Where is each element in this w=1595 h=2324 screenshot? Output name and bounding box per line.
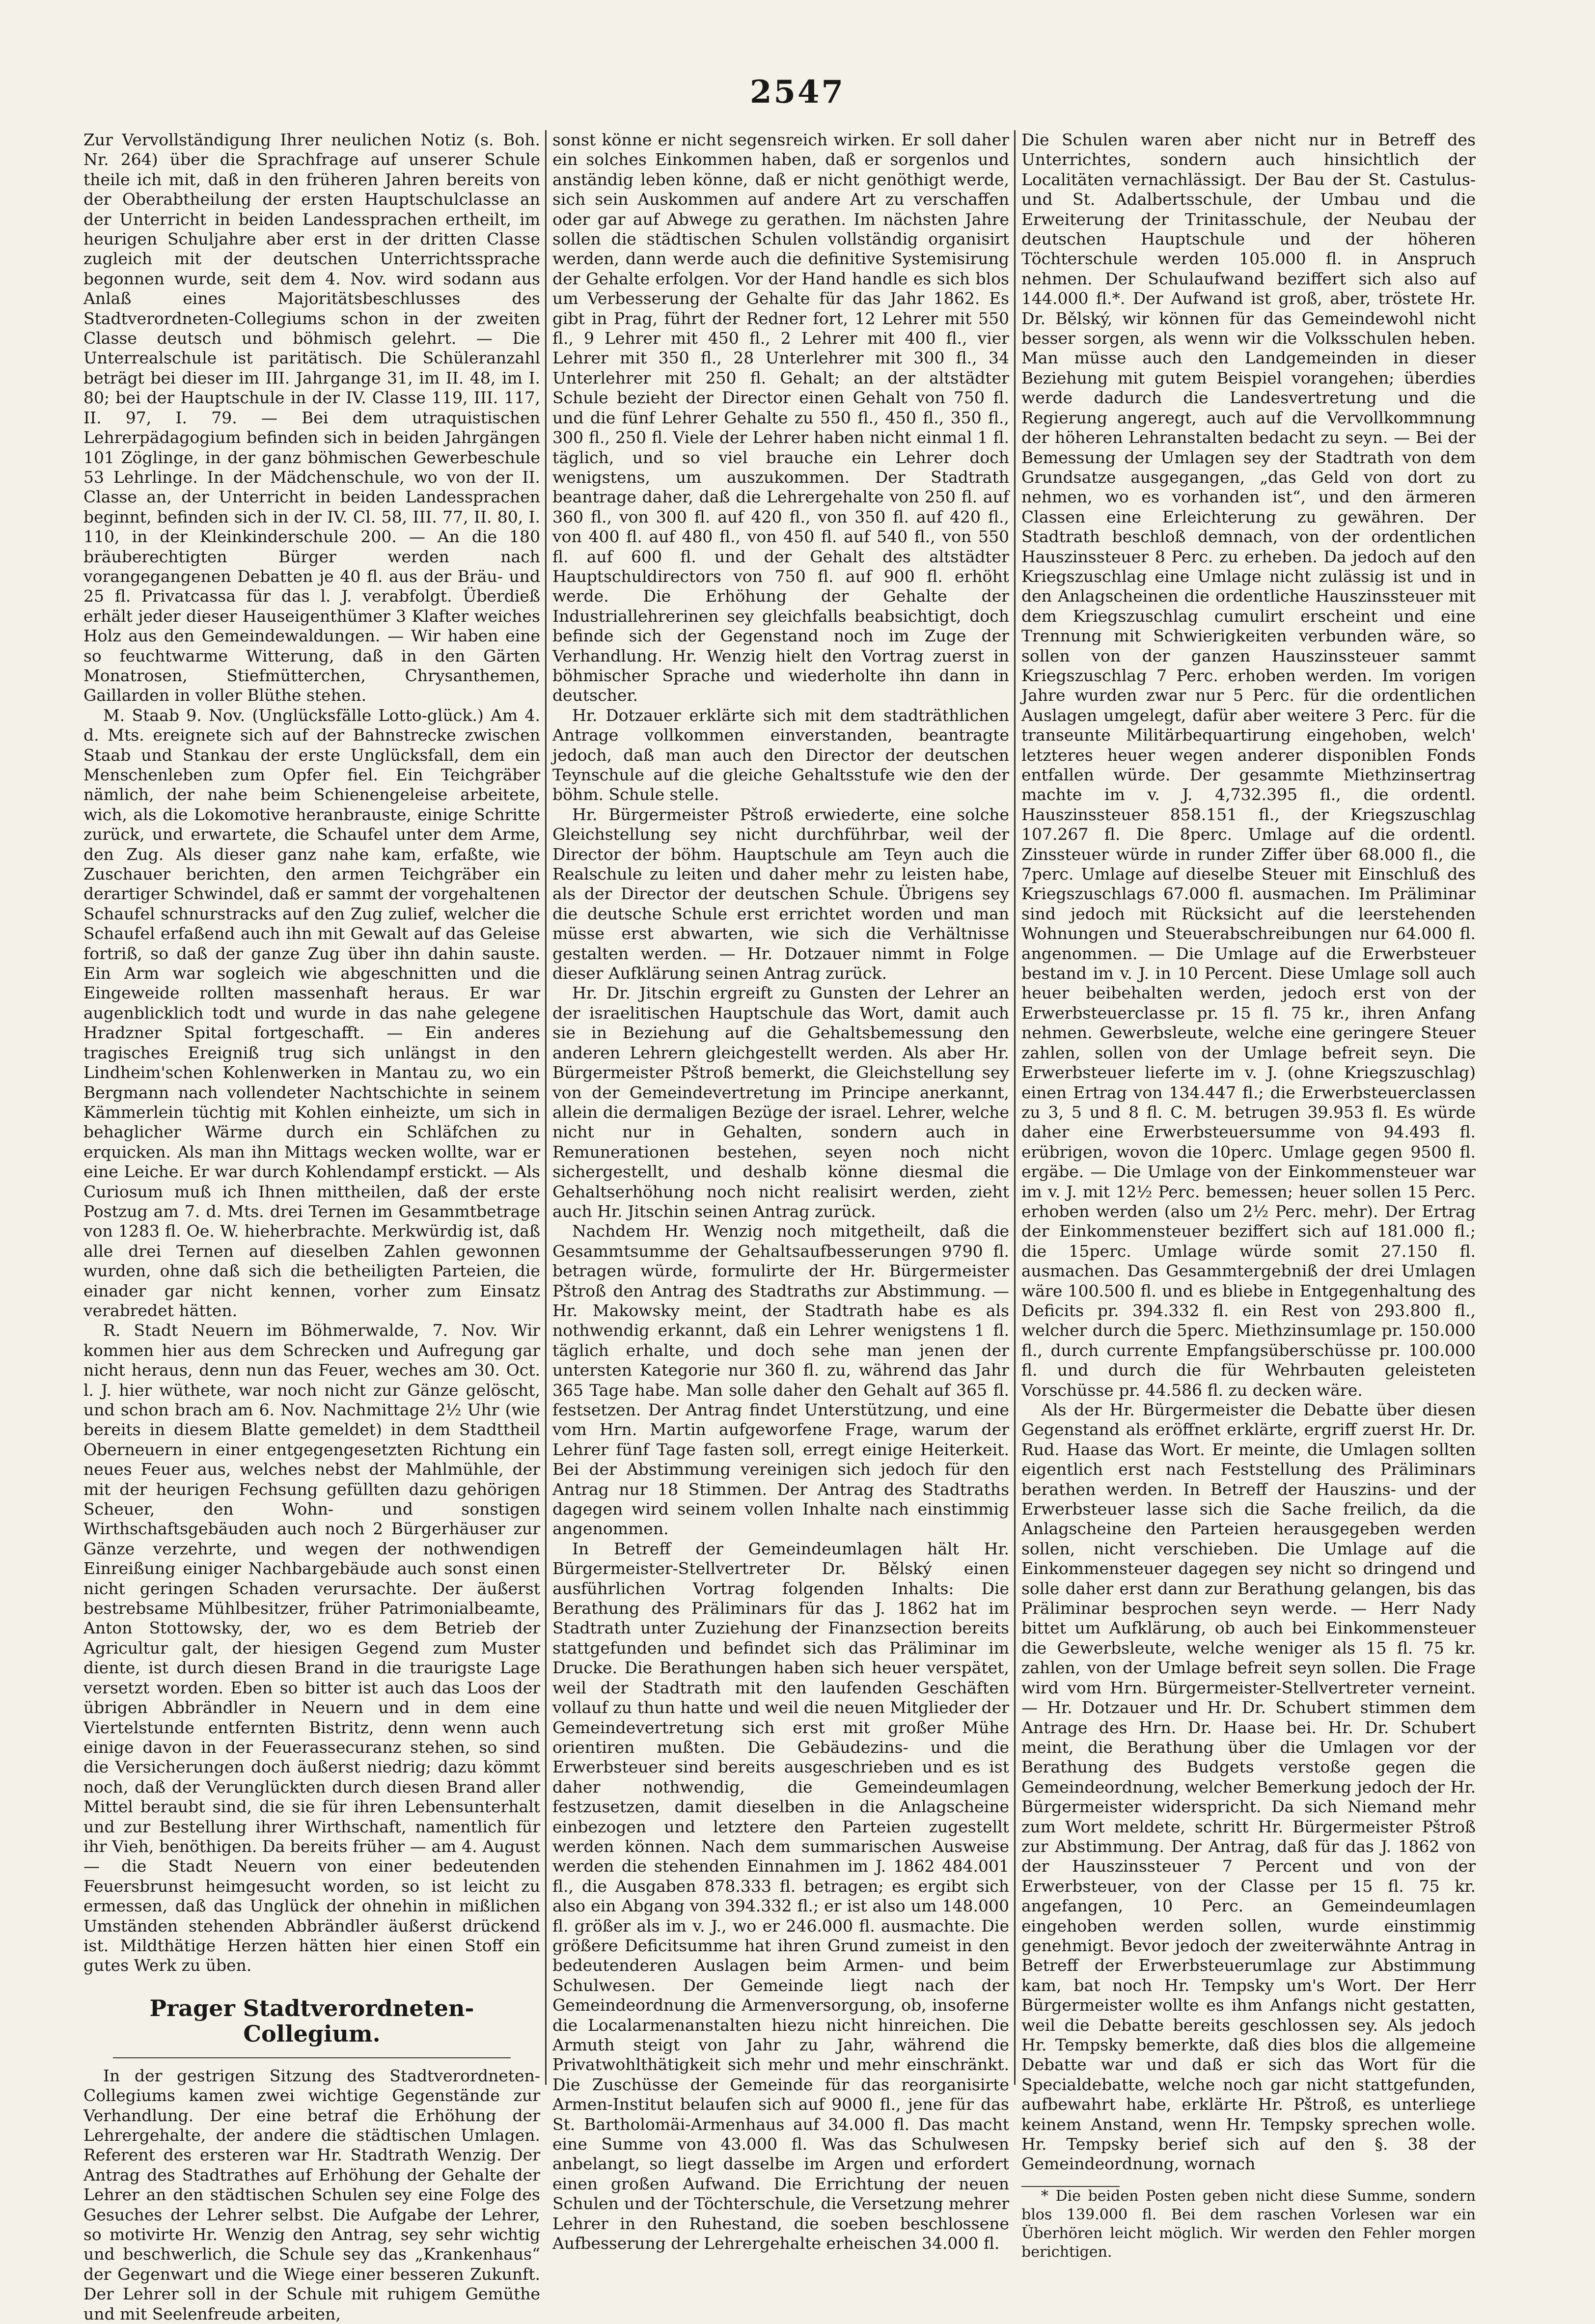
- article-paragraph: Die Schulen waren aber nicht nur in Betreff des Unterrichtes, sondern auch hinsichtlich der Localitäten vernachlässigt. Der Bau der St. Castulus- und St. Adalbertsschule, der Umbau und die Erweiterung der Trinitasschule, der Neubau der deutschen Hauptschule und der höheren Töchterschule werden 105.000 fl. in Anspruch nehmen. Der Schulaufwand beziffert sich also auf 144.000 fl.*. Der Aufwand ist groß, aber, tröstete Hr. Dr. Bělský, wir können für das Gemeindewohl nicht besser sorgen, als wenn wir die Volksschulen heben. Man müsse auch den Landgemeinden in dieser Beziehung mit gutem Beispiel vorangehen; überdies werde dadurch die Landesvertretung und die Regierung angeregt, auch auf die Vervollkommnung der höheren Lehranstalten bedacht zu seyn. — Bei der Bemessung der Umlagen sey der Stadtrath von dem Grundsatze ausgegangen, „das Geld von dort zu nehmen, wo es vorhanden ist“, und den ärmeren Classen eine Erleichterung zu gewähren. Der Stadtrath beschloß demnach, von der ordentlichen Hauszinssteuer 8 Perc. zu erheben. Da jedoch auf den Kriegszuschlag eine Umlage nicht zulässig ist und in den Anlagscheinen die ordentliche Hauszinssteuer mit dem Kriegszuschlag cumulirt erscheint und eine Trennung mit Schwierigkeiten verbunden wäre, so sollen von der ganzen Hauszinssteuer sammt Kriegszuschlag 7 Perc. erhoben werden. Im vorigen Jahre wurden zwar nur 5 Perc. für die ordentlichen Auslagen umgelegt, dafür aber weitere 3 Perc. für die transeunte Militärbequartirung eingehoben, welch' letzteres heuer wegen anderer disponiblen Fonds entfallen würde. Der gesammte Miethzinsertrag machte im v. J. 4,732.395 fl., die ordentl. Hauszinssteuer 858.151 fl., der Kriegszuschlag 107.267 fl. Die 8perc. Umlage auf die ordentl. Zinssteuer würde in runder Ziffer über 68.000 fl., die 7perc. Umlage auf dieselbe Steuer mit Einschluß des Kriegszuschlags 67.000 fl. ausmachen. Im Präliminar sind jedoch mit Rücksicht auf die leerstehenden Wohnungen und Steuerabschreibungen nur 64.000 fl. angenommen. — Die Umlage auf die Erwerbsteuer bestand im v. J. in 10 Percent. Diese Umlage soll auch heuer beibehalten werden, jedoch erst von der Erwerbsteuerclasse pr. 15 fl. 75 kr., ihren Anfang nehmen. Gewerbsleute, welche eine geringere Steuer zahlen, sollen von der Umlage befreit seyn. Die Erwerbsteuer lieferte im v. J. (ohne Kriegszuschlag) einen Ertrag von 134.447 fl.; die Erwerbsteuerclassen zu 3, 5 und 8 fl. C. M. betrugen 39.953 fl. Es würde daher eine Erwerbsteuersumme von 94.493 fl. erübrigen, wovon die 10perc. Umlage gegen 9500 fl. ergäbe. — Die Umlage von der Einkommensteuer war im v. J. mit 12½ Perc. bemessen; heuer sollen 15 Perc. erhoben werden (also um 2½ Perc. mehr). Der Ertrag der Einkommensteuer beziffert sich auf 181.000 fl.; die 15perc. Umlage würde somit 27.150 fl. ausmachen. Das Gesammtergebniß der drei Umlagen wäre 100.500 fl. und es bliebe in Entgegenhaltung des Deficits pr. 394.332 fl. ein Rest von 293.800 fl., welcher durch die 5perc. Miethzinsumlage pr. 150.000 fl., durch currente Empfangsüberschüsse pr. 100.000 fl. und durch die für Wehrbauten geleisteten Vorschüsse pr. 44.586 fl. zu decken wäre.: [1021, 130, 1476, 1400]
- article-paragraph: Hr. Bürgermeister Pštroß erwiederte, eine solche Gleichstellung sey nicht durchführbar, weil der Director der böhm. Hauptschule am Teyn auch die Realschule zu leiten und daher mehr zu leisten habe, als der Director der deutschen Schule. Übrigens sey die deutsche Schule erst errichtet worden und man müsse erst abwarten, wie sich die Verhältnisse gestalten werden. — Hr. Dotzauer nimmt in Folge dieser Aufklärung seinen Antrag zurück.: [552, 804, 1009, 983]
- article-paragraph: R. Stadt Neuern im Böhmerwalde, 7. Nov. Wir kommen hier aus dem Schrecken und Aufregung gar nicht heraus, denn nun das Feuer, weches am 30. Oct. l. J. hier wüthete, war noch nicht zur Gänze gelöscht, und schon brach am 6. Nov. Nachmittage 2½ Uhr (wie bereits in diesem Blatte gemeldet) in dem Stadttheil Oberneuern in einer entgegengesetzten Richtung ein neues Feuer aus, welches nebst der Mahlmühle, der mit der heurigen Fechsung gefüllten dazu gehörigen Scheuer, den Wohn- und sonstigen Wirthschaftsgebäuden auch noch 2 Bürgerhäuser zur Gänze verzehrte, und wegen der nothwendigen Einreißung einiger Nachbargebäude auch sonst einen nicht geringen Schaden verursachte. Der äußerst bestrebsame Mühlbesitzer, früher Patrimonialbeamte, Anton Stottowsky, der, wo es dem Betrieb der Agricultur galt, der hiesigen Gegend zum Muster diente, ist durch diesen Brand in die traurigste Lage versetzt worden. Eben so bitter ist auch das Loos der übrigen Abbrändler in Neuern und in dem eine Viertelstunde entfernten Bistritz, denn wenn auch einige davon in der Feuerassecuranz stehen, so sind die Versicherungen doch äußerst niedrig; dazu kömmt noch, daß der Verunglückten durch diesen Brand aller Mittel beraubt sind, die sie für ihren Lebensunterhalt und zur Bestellung ihrer Wirthschaft, namentlich für ihr Vieh, benöthigen. Da bereits früher — am 4. August — die Stadt Neuern von einer bedeutenden Feuersbrunst heimgesucht worden, so ist leicht zu ermessen, daß das Unglück der ohnehin in mißlichen Umständen stehenden Abbrändler äußerst drückend ist. Mildthätige Herzen hätten hier einen Stoff ein gutes Werk zu üben.: [83, 1321, 540, 1975]
- heading-rule: [113, 2057, 511, 2058]
- column-right: [1021, 130, 1476, 2261]
- article-paragraph: In Betreff der Gemeindeumlagen hält Hr. Bürgermeister-Stellvertreter Dr. Bělský einen ausführlichen Vortrag folgenden Inhalts: Die Berathung des Präliminars für das J. 1862 hat im Stadtrath unter Zuziehung der Finanzsection bereits stattgefunden und befindet sich das Präliminar im Drucke. Die Berathungen haben sich heuer verspätet, weil der Stadtrath mit den laufenden Geschäften vollauf zu thun hatte und weil die neuen Mitglieder der Gemeindevertretung sich erst mit großer Mühe orientiren mußten. Die Gebäudezins- und die Erwerbsteuer sind bereits ausgeschrieben und es ist daher nothwendig, die Gemeindeumlagen festzusetzen, damit dieselben in die Anlagscheine einbezogen und letztere den Parteien zugestellt werden können. Nach dem summarischen Ausweise werden die stehenden Einnahmen im J. 1862 484.001 fl., die Ausgaben 878.333 fl. betragen; es ergibt sich also ein Abgang von 394.332 fl.; er ist also um 148.000 fl. größer als im v. J., wo er 246.000 fl. ausmachte. Die größere Deficitsumme hat ihren Grund zumeist in den bedeutenderen Auslagen beim Armen- und beim Schulwesen. Der Gemeinde liegt nach der Gemeindeordnung die Armenversorgung, ob, insoferne die Localarmenanstalten hiezu nicht hinreichen. Die Armuth steigt von Jahr zu Jahr, während die Privatwohlthätigkeit sich mehr und mehr einschränkt. Die Zuschüsse der Gemeinde für das reorganisirte Armen-Institut belaufen sich auf 9000 fl., jene für das St. Bartholomäi-Armenhaus auf 34.000 fl. Das macht eine Summe von 43.000 fl. Was das Schulwesen anbelangt, so liegt dasselbe im Argen und erfordert einen großen Aufwand. Die Errichtung der neuen Schulen und der Töchterschule, die Versetzung mehrer Lehrer in den Ruhestand, die soeben beschlossene Aufbesserung der Lehrergehalte erheischen 34.000 fl.: [552, 1539, 1009, 2253]
- article-paragraph: sonst könne er nicht segensreich wirken. Er soll daher ein solches Einkommen haben, daß er sorgenlos und anständig leben könne, daß er nicht genöthigt werde, sich sein Auskommen auf andere Art zu verschaffen oder gar auf Abwege zu gerathen. Im nächsten Jahre sollen die städtischen Schulen vollständig organisirt werden, dann werde auch die definitive Systemisirung der Gehalte erfolgen. Vor der Hand handle es sich blos um Verbesserung der Gehalte für das Jahr 1862. Es gibt in Prag, führt der Redner fort, 12 Lehrer mit 550 fl., 9 Lehrer mit 450 fl., 2 Lehrer mit 400 fl., vier Lehrer mit 350 fl., 28 Unterlehrer mit 300 fl., 34 Unterlehrer mit 250 fl. Gehalt; an der altstädter Schule bezieht der Director einen Gehalt von 750 fl. und die fünf Lehrer Gehalte zu 550 fl., 450 fl., 350 fl., 300 fl., 250 fl. Viele der Lehrer haben nicht einmal 1 fl. täglich, und so viel brauche ein Lehrer doch wenigstens, um auszukommen. Der Stadtrath beantrage daher, daß die Lehrergehalte von 250 fl. auf 360 fl., von 300 fl. auf 420 fl., von 350 fl. auf 420 fl., von 400 fl. auf 480 fl., von 450 fl. auf 540 fl., von 550 fl. auf 600 fl. und der Gehalt des altstädter Hauptschuldirectors von 750 fl. auf 900 fl. erhöht werde. Die Erhöhung der Gehalte der Industriallehrerinen sey gleichfalls beabsichtigt, doch befinde sich der Gegenstand noch im Zuge der Verhandlung. Hr. Wenzig hielt den Vortrag zuerst in böhmischer Sprache und wiederholte ihn dann in deutscher.: [552, 130, 1009, 705]
- article-paragraph: M. Staab 9. Nov. (Unglücksfälle Lotto-glück.) Am 4. d. Mts. ereignete sich auf der Bahnstrecke zwischen Staab und Stankau der erste Unglücksfall, dem ein Menschenleben zum Opfer fiel. Ein Teichgräber nämlich, der nahe beim Schienengeleise arbeitete, wich, als die Lokomotive heranbrauste, einige Schritte zurück, und erwartete, die Schaufel unter dem Arme, den Zug. Als dieser ganz nahe kam, erfaßte, wie Zuschauer berichten, den armen Teichgräber ein derartiger Schwindel, daß er sammt der vorgehaltenen Schaufel schnurstracks auf den Zug zulief, welcher die Schaufel erfaßend auch ihn mit Gewalt auf das Geleise fortriß, so daß der ganze Zug über ihn dahin sauste. Ein Arm war sogleich wie abgeschnitten und die Eingeweide rollten massenhaft heraus. Er war augenblicklich todt und wurde in das nahe gelegene Hradzner Spital fortgeschafft. — Ein anderes tragisches Ereigniß trug sich unlängst in den Lindheim'schen Kohlenwerken in Mantau zu, wo ein Bergmann nach vollendeter Nachtschichte in seinem Kämmerlein tüchtig mit Kohlen einheizte, um sich in behaglicher Wärme durch ein Schläfchen zu erquicken. Als man ihn Mittags wecken wollte, war er eine Leiche. Er war durch Kohlendampf erstickt. — Als Curiosum muß ich Ihnen mittheilen, daß der erste Postzug am 7. d. Mts. drei Ternen im Gesammtbetrage von 1283 fl. Oe. W. hieherbrachte. Merkwürdig ist, daß alle drei Ternen auf dieselben Zahlen gewonnen wurden, ohne daß sich die betheiligten Parteien, die einader gar nicht kennen, vorher zum Einsatz verabredet hätten.: [83, 705, 540, 1320]
- article-paragraph: Hr. Dr. Jitschin ergreift zu Gunsten der Lehrer an der israelitischen Hauptschule das Wort, damit auch sie in Beziehung auf die Gehaltsbemessung den anderen Lehrern gleichgestellt werden. Als aber Hr. Bürgermeister Pštroß bemerkt, die Gleichstellung sey von der Gemeindevertretung im Principe anerkannt, allein die dermaligen Bezüge der israel. Lehrer, welche nicht nur in Gehalten, sondern auch in Remunerationen bestehen, seyen noch nicht sichergestellt, und deshalb könne diesmal die Gehaltserhöhung noch nicht realisirt werden, zieht auch Hr. Jitschin seinen Antrag zurück.: [552, 983, 1009, 1221]
- column-rule: [545, 130, 547, 2085]
- article-paragraph: In der gestrigen Sitzung des Stadtverordneten-Collegiums kamen zwei wichtige Gegenstände zur Verhandlung. Der eine betraf die Erhöhung der Lehrergehalte, der andere die städtischen Umlagen. Referent des ersteren war Hr. Stadtrath Wenzig. Der Antrag des Stadtrathes auf Erhöhung der Gehalte der Lehrer an den städtischen Schulen sey eine Folge des Gesuches der Lehrer selbst. Die Aufgabe der Lehrer, so motivirte Hr. Wenzig den Antrag, sey sehr wichtig und beschwerlich, die Schule sey das „Krankenhaus“ der Gegenwart und die Wiege einer besseren Zukunft. Der Lehrer soll in der Schule mit ruhigem Gemüthe und mit Seelenfreude arbeiten,: [83, 2066, 540, 2324]
- column-middle: [552, 130, 1009, 2253]
- footnote: * Die beiden Posten geben nicht diese Summe, sondern blos 139.000 fl. Bei dem raschen Vorlesen war ein Überhören leicht möglich. Wir werden den Fehler morgen berichtigen.: [1021, 2187, 1476, 2261]
- article-paragraph: Nachdem Hr. Wenzig noch mitgetheilt, daß die Gesammtsumme der Gehaltsaufbesserungen 9790 fl. betragen würde, formulirte der Hr. Bürgermeister Pštroß den Antrag des Stadtraths zur Abstimmung. — Hr. Makowsky meint, der Stadtrath habe es als nothwendig erkannt, daß ein Lehrer wenigstens 1 fl. täglich erhalte, und doch sehe man jenen der untersten Kategorie nur 360 fl. zu, während das Jahr 365 Tage habe. Man solle daher den Gehalt auf 365 fl. festsetzen. Der Antrag findet Unterstützung, und eine vom Hrn. Martin aufgeworfene Frage, warum der Lehrer fünf Tage fasten soll, erregt einige Heiterkeit. Bei der Abstimmung vereinigen sich jedoch für den Antrag nur 18 Stimmen. Der Antrag des Stadtraths dagegen wird seinem vollen Inhalte nach einstimmig angenommen.: [552, 1221, 1009, 1539]
- page-number: 2547: [749, 74, 846, 111]
- article-paragraph: Zur Vervollständigung Ihrer neulichen Notiz (s. Boh. Nr. 264) über die Sprachfrage auf unserer Schule theile ich mit, daß in den früheren Jahren bereits von der Oberabtheilung der ersten Hauptschulclasse an der Unterricht in beiden Landessprachen ertheilt, im heurigen Schuljahre aber erst in der dritten Classe zugleich mit der deutschen Unterrichtssprache begonnen wurde, seit dem 4. Nov. wird sodann aus Anlaß eines Majoritätsbeschlusses des Stadtverordneten-Collegiums schon in der zweiten Classe deutsch und böhmisch gelehrt. — Die Unterrealschule ist paritätisch. Die Schüleranzahl beträgt bei dieser im III. Jahrgange 31, im II. 48, im I. 80; bei der Hauptschule in der IV. Classe 119, III. 117, II. 97, I. 79. — Bei dem utraquistischen Lehrerpädagogium befinden sich in beiden Jahrgängen 101 Zöglinge, in der ganz böhmischen Gewerbeschule 53 Lehrlinge. In der Mädchenschule, wo von der II. Classe an, der Unterricht in beiden Landessprachen beginnt, befinden sich in der IV. Cl. 58, III. 77, II. 80, I. 110, in der Kleinkinderschule 200. — An die 180 bräuberechtigten Bürger werden nach vorangegangenen Debatten je 40 fl. aus der Bräu- und 25 fl. Privatcassa für das l. J. verabfolgt. Überdieß erhält jeder dieser Hauseigenthümer 3 Klafter weiches Holz aus den Gemeindewaldungen. — Wir haben eine so feuchtwarme Witterung, daß in den Gärten Monatrosen, Stiefmütterchen, Chrysanthemen, Gaillarden in voller Blüthe stehen.: [83, 130, 540, 705]
- article-paragraph: Hr. Dotzauer erklärte sich mit dem stadträthlichen Antrage vollkommen einverstanden, beantragte jedoch, daß man auch den Director der deutschen Teynschule auf die gleiche Gehaltsstufe wie den der böhm. Schule stelle.: [552, 705, 1009, 804]
- column-left: [83, 130, 540, 2324]
- column-rule: [1014, 130, 1016, 2085]
- article-paragraph: Als der Hr. Bürgermeister die Debatte über diesen Gegenstand als eröffnet erklärte, ergriff zuerst Hr. Dr. Rud. Haase das Wort. Er meinte, die Umlagen sollten eigentlich erst nach Feststellung des Präliminars berathen werden. In Betreff der Hauszins- und der Erwerbsteuer lasse sich die Sache freilich, da die Anlagscheine den Parteien herausgegeben werden sollen, nicht verschieben. Die Umlage auf die Einkommensteuer dagegen sey nicht so dringend und solle daher erst dann zur Berathung gelangen, bis das Präliminar besprochen seyn werde. — Herr Nady bittet um Aufklärung, ob auch bei Einkommensteuer die Gewerbsleute, welche weniger als 15 fl. 75 kr. zahlen, von der Umlage befreit seyn sollen. Die Frage wird vom Hrn. Bürgermeister-Stellvertreter verneint. — Hr. Dotzauer und Hr. Dr. Schubert stimmen dem Antrage des Hrn. Dr. Haase bei. Hr. Dr. Schubert meint, die Berathung über die Umlagen vor der Berathung des Budgets verstoße gegen die Gemeindeordnung, welcher Bemerkung jedoch der Hr. Bürgermeister widerspricht. Da sich Niemand mehr zum Wort meldete, schritt Hr. Bürgermeister Pštroß zur Abstimmung. Der Antrag, daß für das J. 1862 von der Hauszinssteuer 7 Percent und von der Erwerbsteuer, von der Classe per 15 fl. 75 kr. angefangen, 10 Perc. an Gemeindeumlagen eingehoben werden sollen, wurde einstimmig genehmigt. Bevor jedoch der zweiterwähnte Antrag in Betreff der Erwerbsteuerumlage zur Abstimmung kam, bat noch Hr. Tempsky um's Wort. Der Herr Bürgermeister wollte es ihm Anfangs nicht gestatten, weil die Debatte bereits geschlossen sey. Als jedoch Hr. Tempsky bemerkte, daß dies blos die allgemeine Debatte war und daß er sich das Wort für die Specialdebatte, welche noch gar nicht stattgefunden, aufbewahrt habe, erklärte Hr. Pštroß, es unterliege keinem Anstand, wenn Hr. Tempsky sprechen wolle. Hr. Tempsky berief sich auf den §. 38 der Gemeindeordnung, wornach: [1021, 1400, 1476, 2174]
- section-heading: Prager Stadtverordneten-Collegium.: [149, 1994, 474, 2047]
